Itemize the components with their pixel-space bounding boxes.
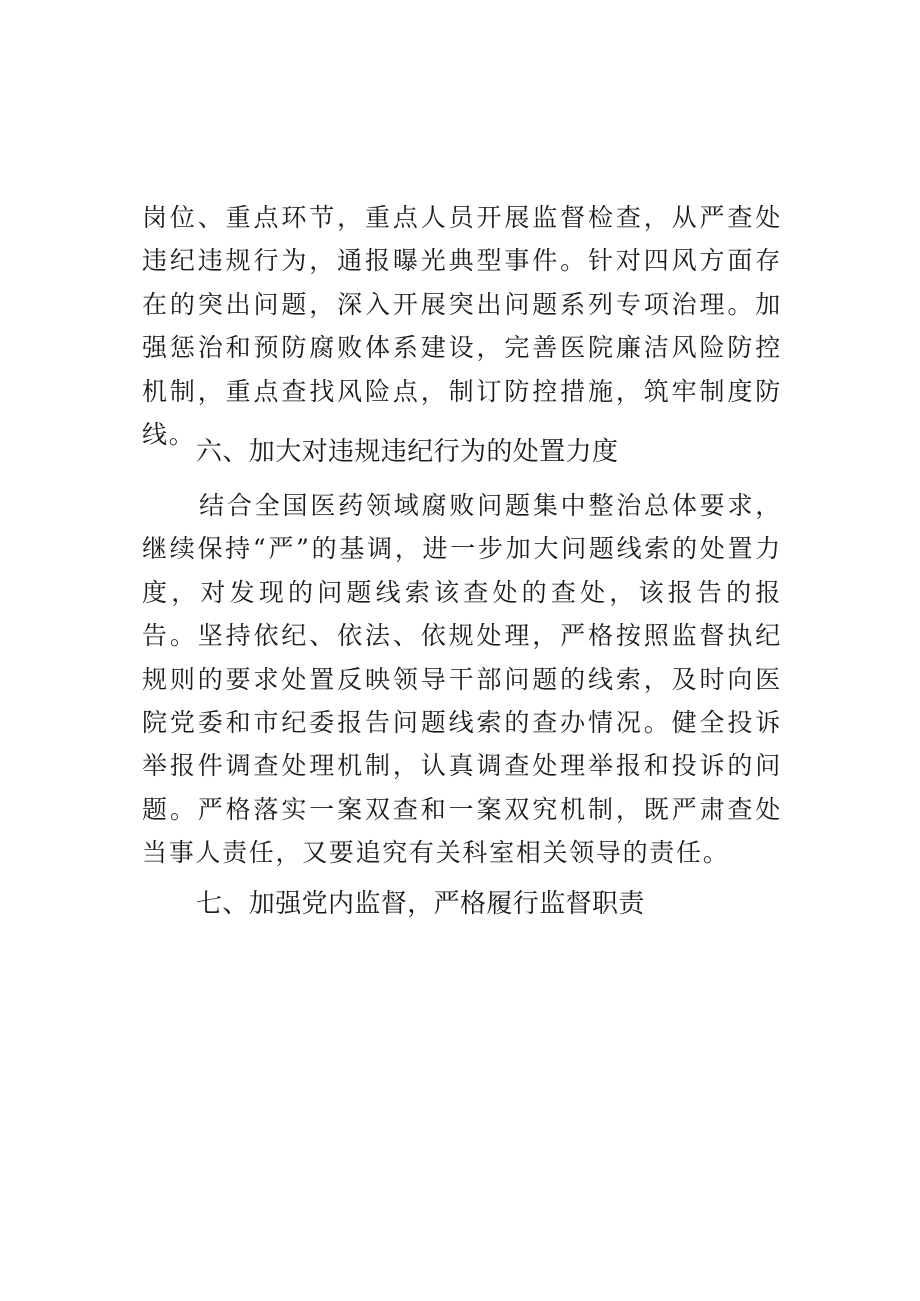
paragraph-text: 岗位、重点环节，重点人员开展监督检查，从严查处违纪违规行为，通报曝光典型事件。针对四风方面存在的突出问题，深入开展突出问题系列专项治理。加强惩治和预防腐败体系建设，完善医院廉洁风险防控机制，重点查找风险点，制订防控措施，筑牢制度防线。: [142, 203, 782, 450]
paragraph-text: 结合全国医药领域腐败问题集中整治总体要求，继续保持“严”的基调，进一步加大问题线索的处置力度，对发现的问题线索该查处的查处，该报告的报告。坚持依纪、依法、依规处理，严格按照监督执纪规则的要求处置反映领导干部问题的线索，及时向医院党委和市纪委报告问题线索的查办情况。健全投诉举报件调查处理机制，认真调查处理举报和投诉的问题。严格落实一案双查和一案双究机制，既严肃查处当事人责任，又要追究有关科室相关领导的责任。: [142, 491, 782, 868]
body-paragraph: [142, 484, 782, 875]
section-heading-6: 六、加大对违规违纪行为的处置力度: [196, 437, 619, 467]
section-heading-7: 七、加强党内监督，严格履行监督职责: [196, 889, 645, 919]
body-paragraph-continued: [142, 196, 782, 456]
